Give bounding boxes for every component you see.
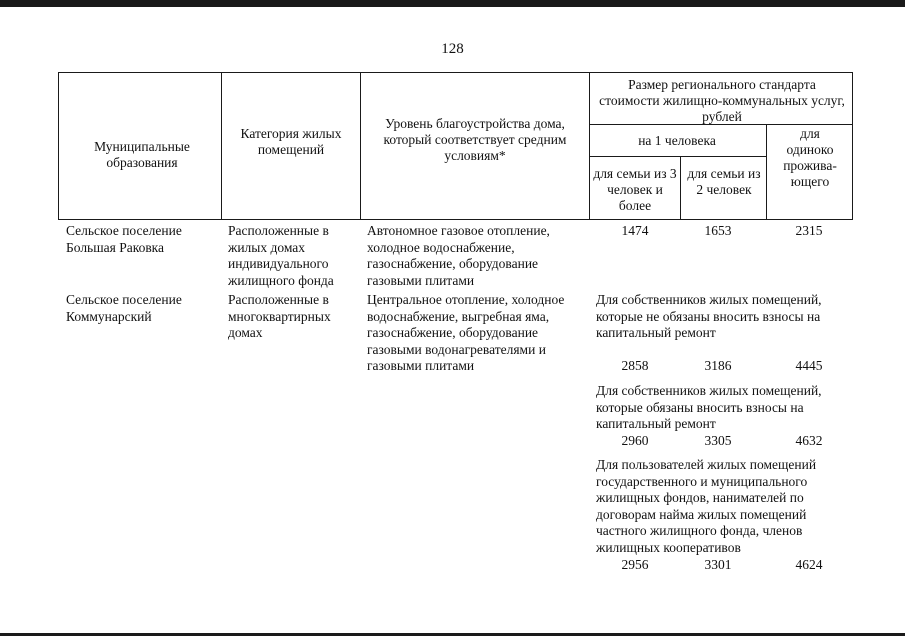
col-divider-4 bbox=[680, 156, 681, 220]
row2-level: Центральное отопление, холодное водоснабжение, выгребная яма, газоснабжение, оборудование газовыми водонагревателями и газовыми плитами bbox=[367, 292, 565, 373]
row2-group3-single-value: 4624 bbox=[795, 557, 823, 572]
row1-single-value: 2315 bbox=[795, 223, 823, 238]
col-divider-1 bbox=[221, 72, 222, 220]
table-right-line bbox=[852, 72, 853, 220]
table-top-line bbox=[58, 72, 853, 73]
row2-municipality: Сельское поселение Коммунарский bbox=[66, 292, 182, 324]
header-family2: для семьи из 2 человек bbox=[687, 166, 761, 197]
row2-group3-family2-value: 3301 bbox=[704, 557, 732, 572]
header-single: для одиноко прожива-ющего bbox=[783, 126, 837, 189]
table-left-line bbox=[58, 72, 59, 220]
row2-group1-family3-value: 2858 bbox=[621, 358, 649, 373]
row2-group2-note: Для собственников жилых помещений, которые обязаны вносить взносы на капитальный ремонт bbox=[596, 383, 822, 431]
row2-group1-note: Для собственников жилых помещений, которые не обязаны вносить взносы на капитальный ремонт bbox=[596, 292, 822, 340]
header-family3: для семьи из 3 человек и более bbox=[593, 166, 677, 213]
row1-level: Автономное газовое отопление, холодное водоснабжение, газоснабжение, оборудование газовыми плитами bbox=[367, 223, 550, 288]
header-per-person: на 1 человека bbox=[638, 133, 716, 148]
row1-family3-value: 1474 bbox=[621, 223, 649, 238]
header-category: Категория жилых помещений bbox=[240, 126, 342, 157]
row2-category: Расположенные в многоквартирных домах bbox=[228, 292, 331, 340]
col-divider-3 bbox=[589, 72, 590, 220]
col-divider-5 bbox=[766, 124, 767, 220]
bottom-border bbox=[0, 633, 905, 636]
col-divider-2 bbox=[360, 72, 361, 220]
page-number: 128 bbox=[441, 41, 464, 57]
top-border bbox=[0, 0, 905, 7]
row1-category: Расположенные в жилых домах индивидуального жилищного фонда bbox=[228, 223, 334, 288]
row2-group3-family3-value: 2956 bbox=[621, 557, 649, 572]
row2-group3-note: Для пользователей жилых помещений государственного и муниципального жилищных фондов, нанимателей по договорам найма жилых помещений частного жилищного фонда, членов жилищных кооперативов bbox=[596, 457, 817, 555]
header-standard: Размер регионального стандарта стоимости жилищно-коммунальных услуг, рублей bbox=[599, 77, 845, 124]
row1-family2-value: 1653 bbox=[704, 223, 732, 238]
row2-group1-family2-value: 3186 bbox=[704, 358, 732, 373]
row2-group1-single-value: 4445 bbox=[795, 358, 823, 373]
header-bottom-line bbox=[58, 219, 853, 220]
row1-municipality: Сельское поселение Большая Раковка bbox=[66, 223, 182, 255]
header-level: Уровень благоустройства дома, который соответствует средним условиям* bbox=[383, 116, 567, 163]
row2-group2-family3-value: 2960 bbox=[621, 433, 649, 448]
row2-group2-single-value: 4632 bbox=[795, 433, 823, 448]
row2-group2-family2-value: 3305 bbox=[704, 433, 732, 448]
per-person-sub-line bbox=[589, 156, 766, 157]
header-municipality: Муниципальные образования bbox=[94, 139, 190, 170]
